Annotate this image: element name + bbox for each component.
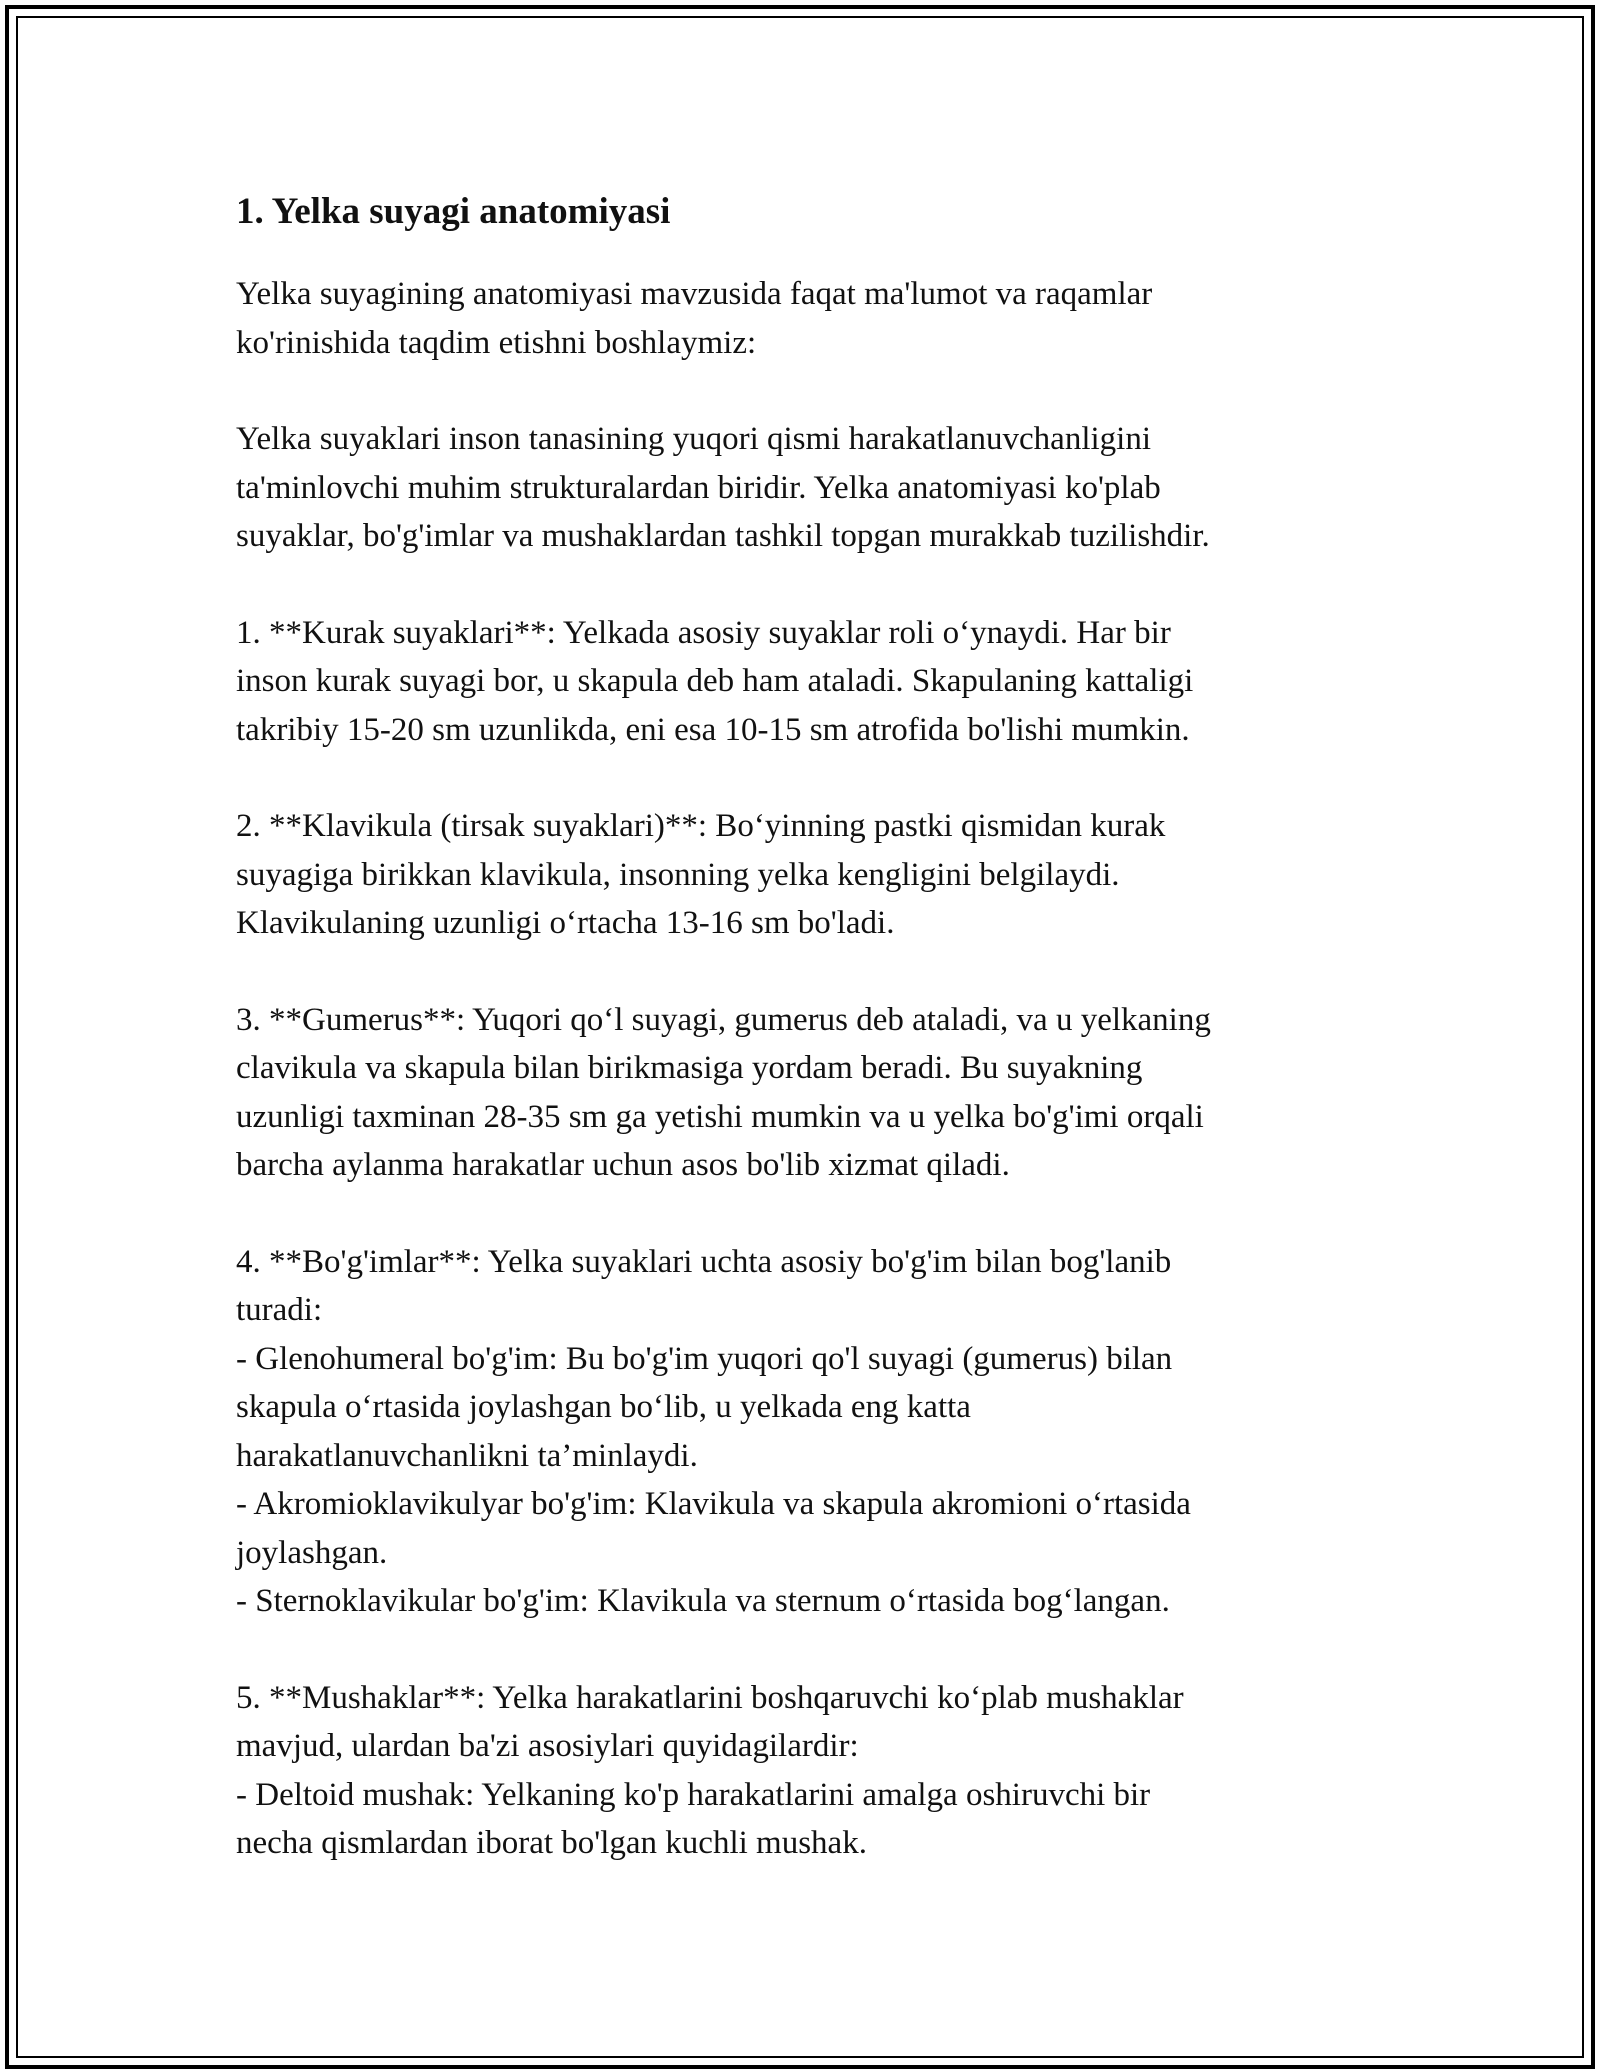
mushaklar-paragraph: 5. **Mushaklar**: Yelka harakatlarini boshqaruvchi koʻplab mushaklar mavjud, ulardan ba'zi asosiylari quyidagilardir: - Deltoid mushak: Yelkaning ko'p harakatlarini amalga oshiruvchi bir necha qismlardan iborat bo'lgan kuchli mushak. xyxy=(236,1679,1184,1861)
intro-paragraph: Yelka suyagining anatomiyasi mavzusida faqat ma'lumot va raqamlar ko'rinishida taqdim etishni boshlaymiz: xyxy=(236,276,1153,361)
bogimlar-paragraph: 4. **Bo'g'imlar**: Yelka suyaklari uchta asosiy bo'g'im bilan bog'lanib turadi: - Glenohumeral bo'g'im: Bu bo'g'im yuqori qo'l suyagi (gumerus) bilan skapula oʻrtasida joylashgan boʻlib, u yelkada eng katta harakatlanuvchanlikni ta’minlaydi. - Akromioklavikulyar bo'g'im: Klavikula va skapula akromioni oʻrtasida joylashgan. - Sternoklavikular bo'g'im: Klavikula va sternum oʻrtasida bogʻlangan. xyxy=(236,1243,1191,1619)
overview-paragraph: Yelka suyaklari inson tanasining yuqori qismi harakatlanuvchanligini ta'minlovchi muhim strukturalardan biridir. Yelka anatomiyasi ko'plab suyaklar, bo'g'imlar va mushaklardan tashkil topgan murakkab tuzilishdir. xyxy=(236,421,1210,554)
gumerus-paragraph: 3. **Gumerus**: Yuqori qoʻl suyagi, gumerus deb ataladi, va u yelkaning clavikula va skapula bilan birikmasiga yordam beradi. Bu suyakning uzunligi taxminan 28-35 sm ga yetishi mumkin va u yelka bo'g'imi orqali barcha aylanma harakatlar uchun asos bo'lib xizmat qiladi. xyxy=(236,1001,1211,1183)
kurak-suyaklari-paragraph: 1. **Kurak suyaklari**: Yelkada asosiy suyaklar roli oʻynaydi. Har bir inson kurak suyagi bor, u skapula deb ham ataladi. Skapulaning kattaligi takribiy 15-20 sm uzunlikda, eni esa 10-15 sm atrofida bo'lishi mumkin. xyxy=(236,614,1194,748)
klavikula-paragraph: 2. **Klavikula (tirsak suyaklari)**: Boʻyinning pastki qismidan kurak suyagiga birikkan klavikula, insonning yelka kengligini belgilaydi. Klavikulaning uzunligi oʻrtacha 13-16 sm bo'ladi. xyxy=(236,808,1166,941)
document-body xyxy=(236,188,1376,1868)
section-heading: 1. Yelka suyagi anatomiyasi xyxy=(236,191,671,232)
